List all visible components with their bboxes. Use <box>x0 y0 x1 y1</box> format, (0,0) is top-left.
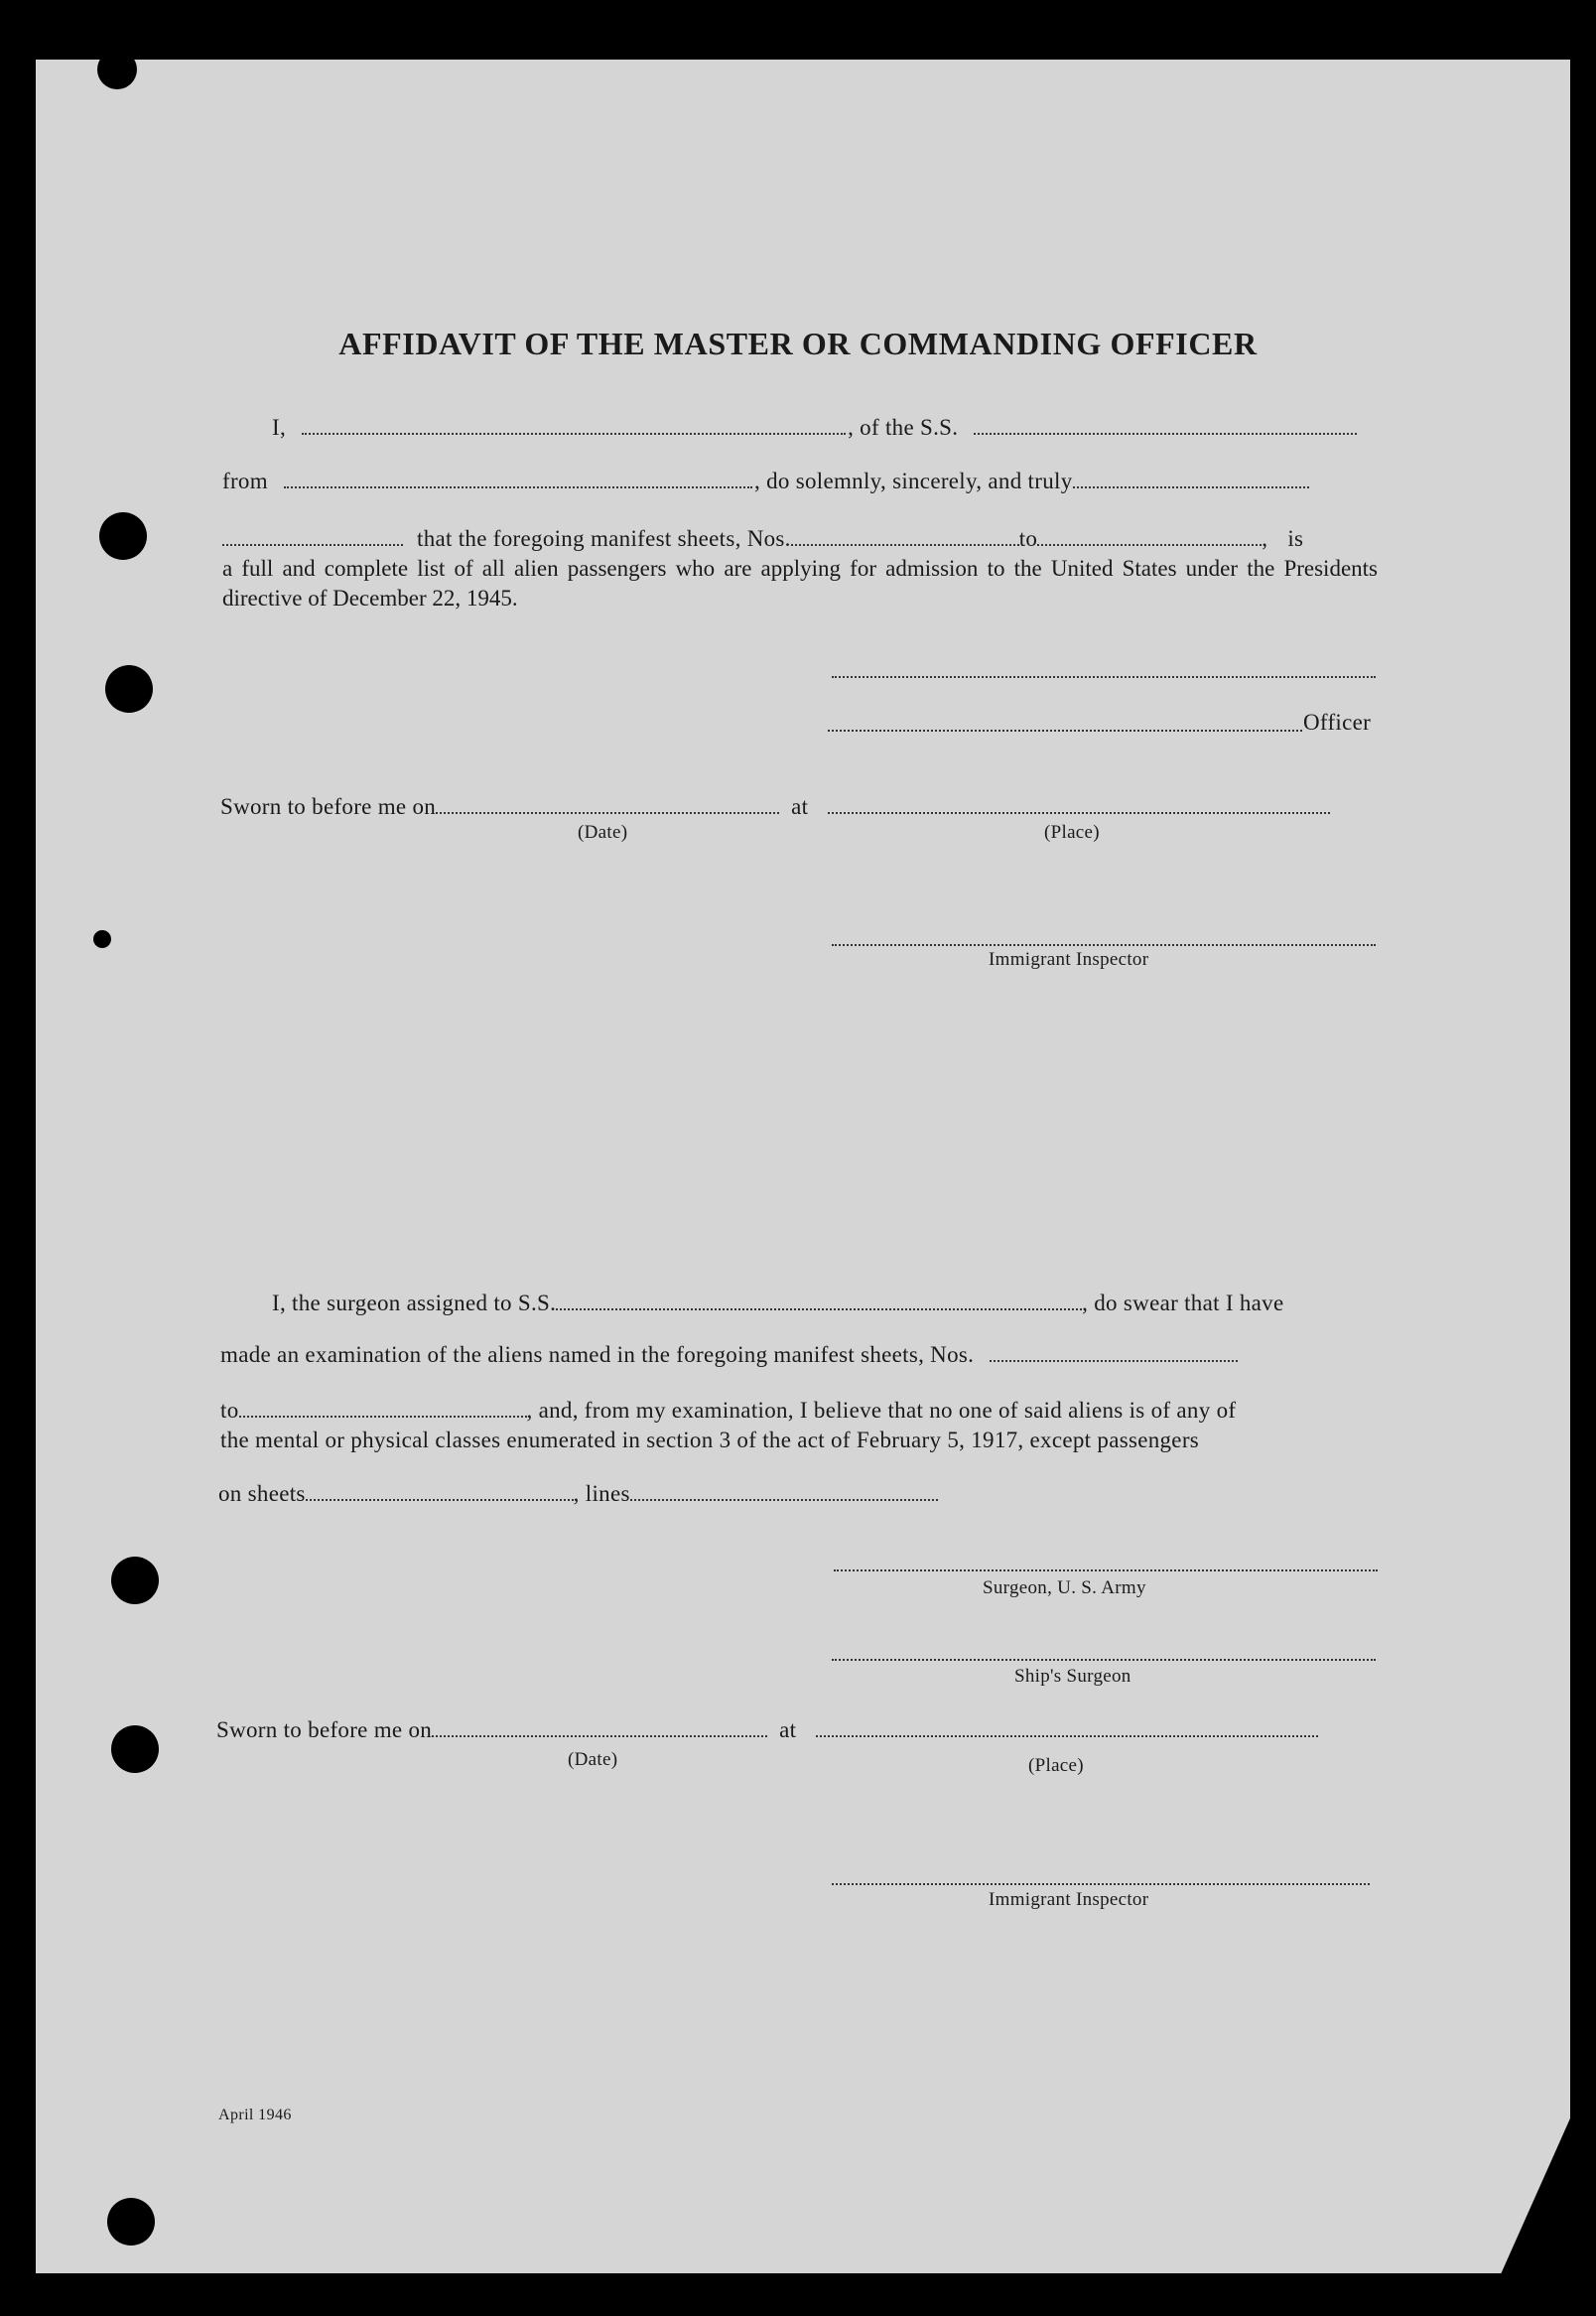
master-sworn-line <box>220 794 1330 820</box>
lines-label: , lines <box>573 1481 630 1506</box>
oath-continuation-field[interactable] <box>222 543 403 546</box>
surgeon-ship-field[interactable] <box>556 1307 1082 1310</box>
surgeon-intro-label: I, the surgeon assigned to S.S. <box>272 1291 557 1315</box>
surgeon-place-caption: (Place) <box>1028 1755 1084 1776</box>
surgeon-line-3 <box>220 1398 1236 1424</box>
from-label: from <box>222 469 268 493</box>
place-caption: (Place) <box>1044 822 1100 843</box>
army-surgeon-signature-line[interactable] <box>834 1568 1378 1571</box>
surgeon-sworn-label: Sworn to before me on <box>216 1717 433 1742</box>
surgeon-line-2 <box>220 1342 1238 1368</box>
sworn-label: Sworn to before me on <box>220 794 437 819</box>
master-statement: a full and complete list of all alien passengers who are applying for admission to the United States under the Presidents directive of December 22, 1945. <box>222 556 1378 611</box>
classes-label: the mental or physical classes enumerated in section 3 of the act of February 5, 1917, except passengers <box>220 1428 1200 1452</box>
master-line-2 <box>222 469 1309 494</box>
oath-field[interactable] <box>1073 485 1309 488</box>
swear-label: , do swear that I have <box>1082 1291 1284 1315</box>
exception-sheets-field[interactable] <box>306 1498 574 1501</box>
officer-signature-line[interactable] <box>828 729 1302 732</box>
master-line-1 <box>272 415 1357 441</box>
manifest-label: that the foregoing manifest sheets, Nos. <box>417 526 791 551</box>
inspector-caption: Immigrant Inspector <box>989 949 1149 970</box>
is-label: , is <box>1262 526 1304 551</box>
exam-to-field[interactable] <box>239 1415 527 1418</box>
port-field[interactable] <box>284 485 752 488</box>
master-line-3 <box>222 526 1303 552</box>
punch-hole <box>107 2198 155 2246</box>
at-label: at <box>791 794 809 819</box>
ship-surgeon-signature-line[interactable] <box>832 1658 1376 1661</box>
surgeon-to-label: to <box>220 1398 239 1423</box>
army-surgeon-caption: Surgeon, U. S. Army <box>983 1577 1146 1598</box>
form-date: April 1946 <box>218 2107 292 2123</box>
manifest-to-field[interactable] <box>1037 543 1262 546</box>
form-sheet <box>36 60 1570 2273</box>
surgeon-inspector-caption: Immigrant Inspector <box>989 1889 1149 1910</box>
solemnly-label: , do solemnly, sincerely, and truly <box>753 469 1073 493</box>
master-name-field[interactable] <box>302 432 846 435</box>
ship-name-field[interactable] <box>974 432 1357 435</box>
punch-hole <box>111 1557 159 1604</box>
punch-hole <box>97 50 137 89</box>
punch-hole <box>93 930 111 948</box>
master-signature-line[interactable] <box>832 675 1376 678</box>
i-label: I, <box>272 415 287 440</box>
form-title: AFFIDAVIT OF THE MASTER OR COMMANDING OFFICER <box>338 326 1258 361</box>
surgeon-line-1 <box>272 1291 1283 1316</box>
belief-label: , and, from my examination, I believe that no one of said aliens is of any of <box>526 1398 1237 1423</box>
surgeon-sworn-date-field[interactable] <box>432 1734 767 1737</box>
surgeon-sworn-line <box>216 1717 1318 1743</box>
exception-lines-field[interactable] <box>630 1498 938 1501</box>
punch-hole <box>105 665 153 713</box>
surgeon-date-caption: (Date) <box>568 1749 618 1770</box>
punch-hole <box>99 512 147 560</box>
ship-surgeon-caption: Ship's Surgeon <box>1014 1666 1131 1687</box>
to-label: to <box>1018 526 1038 551</box>
sworn-date-field[interactable] <box>436 811 779 814</box>
surgeon-inspector-signature-line[interactable] <box>832 1882 1370 1885</box>
on-sheets-label: on sheets <box>218 1481 306 1506</box>
surgeon-line-4 <box>220 1428 1199 1453</box>
exam-label: made an examination of the aliens named in the foregoing manifest sheets, Nos. <box>220 1342 975 1367</box>
surgeon-at-label: at <box>779 1717 797 1742</box>
surgeon-line-5 <box>218 1481 938 1507</box>
sworn-place-field[interactable] <box>828 811 1330 814</box>
manifest-from-field[interactable] <box>791 543 1019 546</box>
inspector-signature-line[interactable] <box>832 943 1376 946</box>
officer-label: Officer <box>1303 710 1372 735</box>
of-ss-label: , of the S.S. <box>848 415 959 440</box>
punch-hole <box>111 1725 159 1773</box>
exam-sheets-field[interactable] <box>990 1359 1238 1362</box>
surgeon-sworn-place-field[interactable] <box>816 1734 1318 1737</box>
date-caption: (Date) <box>578 822 628 843</box>
